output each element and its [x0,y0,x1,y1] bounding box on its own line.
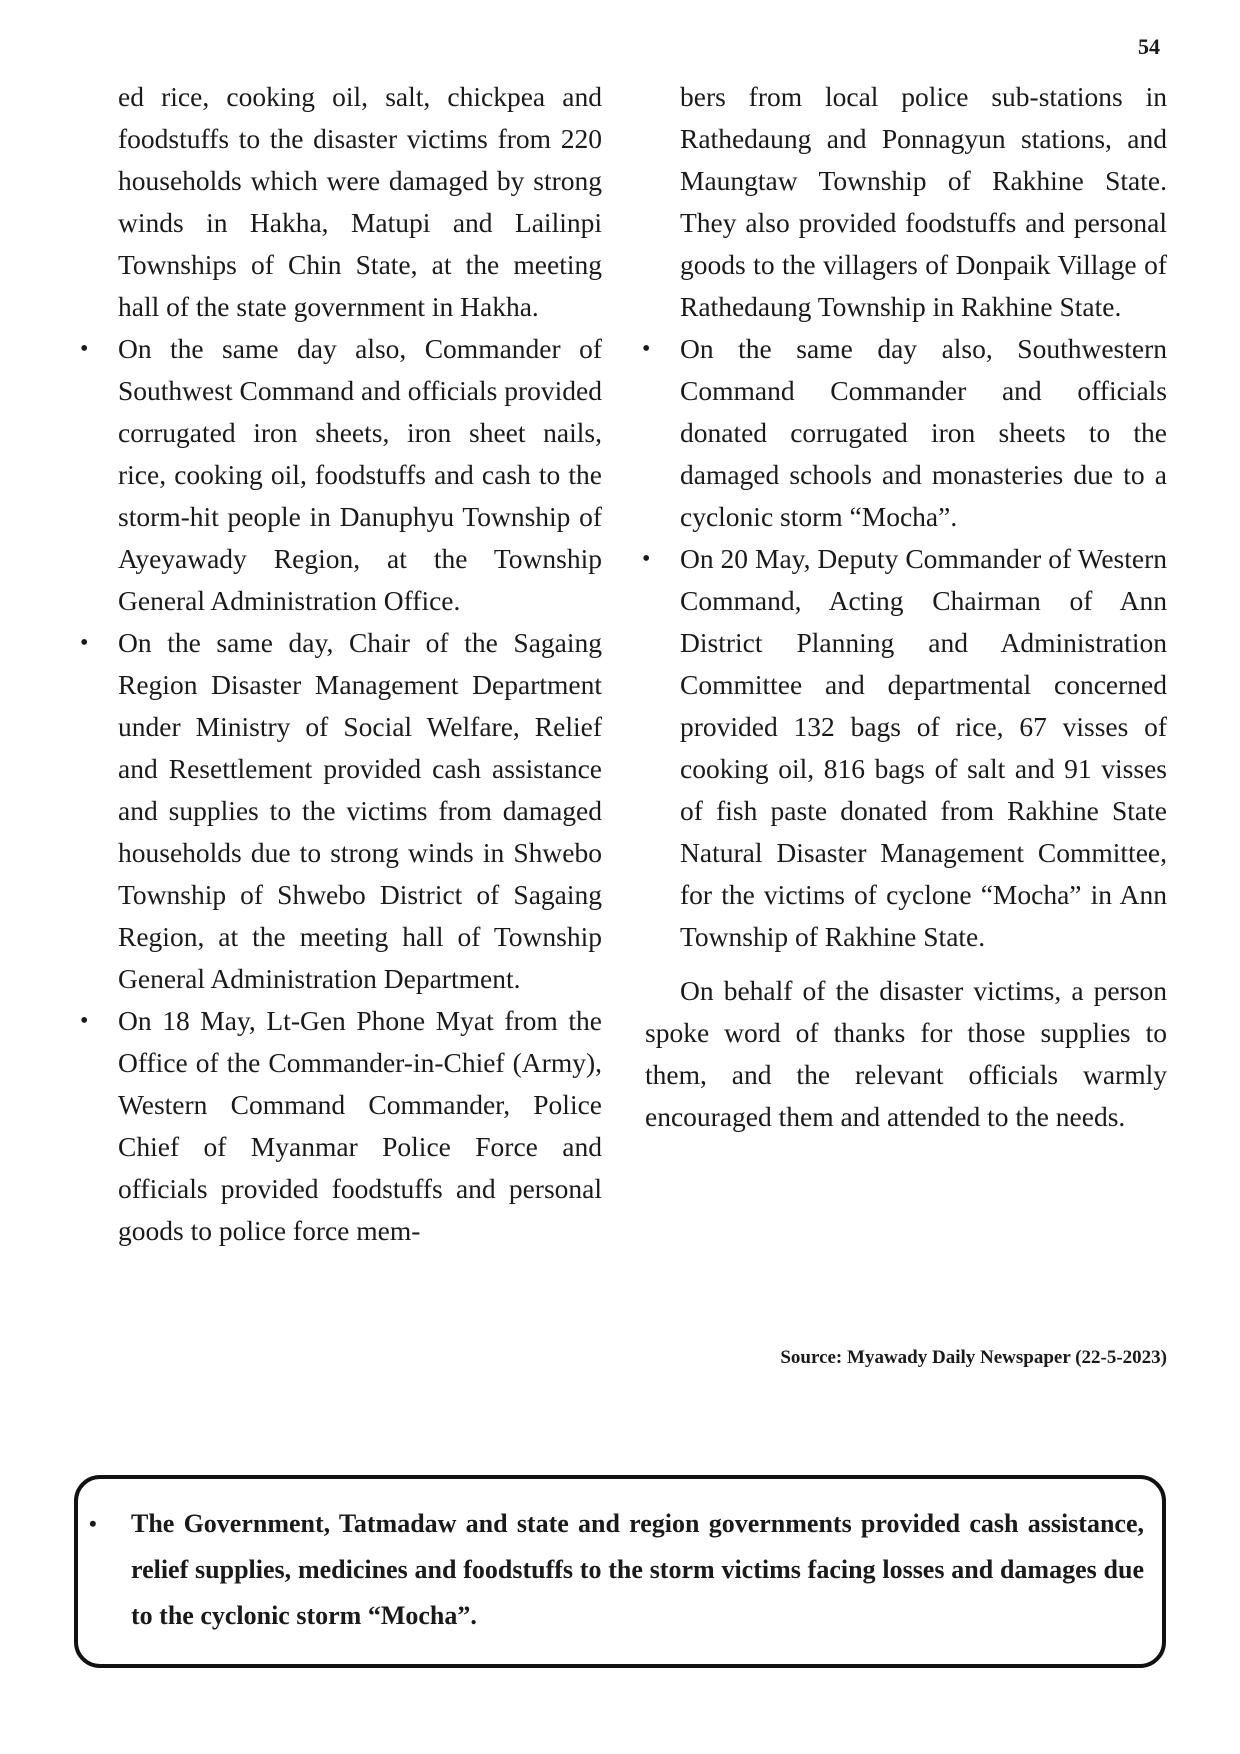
list-item: • On 20 May, Deputy Commander of Western Command, Acting Chairman of Ann District Planning and Administration Committee and departmental concerned provided 132 bags of rice, 67 visses of cooking oil, 816 bags of salt and 91 visses of fish paste donated from Rakhine State Natural Disaster Management Committee, for the victims of cyclone “Mocha” in Ann Township of Rakhine State. [680,538,1167,958]
summary-statement: The Government, Tatmadaw and state and region governments provided cash assistance, relief supplies, medicines and foodstuffs to the storm victims facing losses and damages due to the cyclonic storm “Mocha”. [131,1509,1144,1630]
page-number: 54 [1138,34,1160,59]
closing-paragraph: On behalf of the disaster victims, a person spoke word of thanks for those supplies to them, and the relevant officials warmly encouraged them and attended to the needs. [645,975,1167,1132]
list-item: • On the same day also, Southwestern Command Commander and officials donated corrugated iron sheets to the damaged schools and monasteries due to a cyclonic storm “Mocha”. [680,328,1167,538]
summary-bullet: • [89,1511,97,1536]
list-item: • On 18 May, Lt-Gen Phone Myat from the Office of the Commander-in-Chief (Army), Western Command Commander, Police Chief of Myanmar Police Force and officials provided foodstuffs and personal goods to police force mem- [118,1000,602,1252]
summary-box [74,1475,1166,1668]
continued-paragraph: bers from local police sub-stations in Rathedaung and Ponnagyun stations, and Maungtaw Township of Rakhine State. They also provided foodstuffs and personal goods to the villagers of Donpaik Village of Rathedaung Township in Rakhine State. [680,81,1167,322]
summary-text [89,1501,1144,1639]
list-item: • On the same day, Chair of the Sagaing Region Disaster Management Department under Ministry of Social Welfare, Relief and Resettlement provided cash assistance and supplies to the victims from damaged households due to strong winds in Shwebo Township of Shwebo District of Sagaing Region, at the meeting hall of Township General Administration Department. [118,622,602,1000]
right-column [645,76,1167,1138]
list-item: • On the same day also, Commander of Southwest Command and officials provided corrugated iron sheets, iron sheet nails, rice, cooking oil, foodstuffs and cash to the storm-hit people in Danuphyu Township of Ayeyawady Region, at the Township General Administration Office. [118,328,602,622]
continued-paragraph: ed rice, cooking oil, salt, chickpea and foodstuffs to the disaster victims from 220 households which were damaged by strong winds in Hakha, Matupi and Lailinpi Townships of Chin State, at the meeting hall of the state government in Hakha. [118,81,602,322]
source-citation: Source: Myawady Daily Newspaper (22-5-2023) [780,1347,1167,1368]
left-column [118,76,602,1252]
